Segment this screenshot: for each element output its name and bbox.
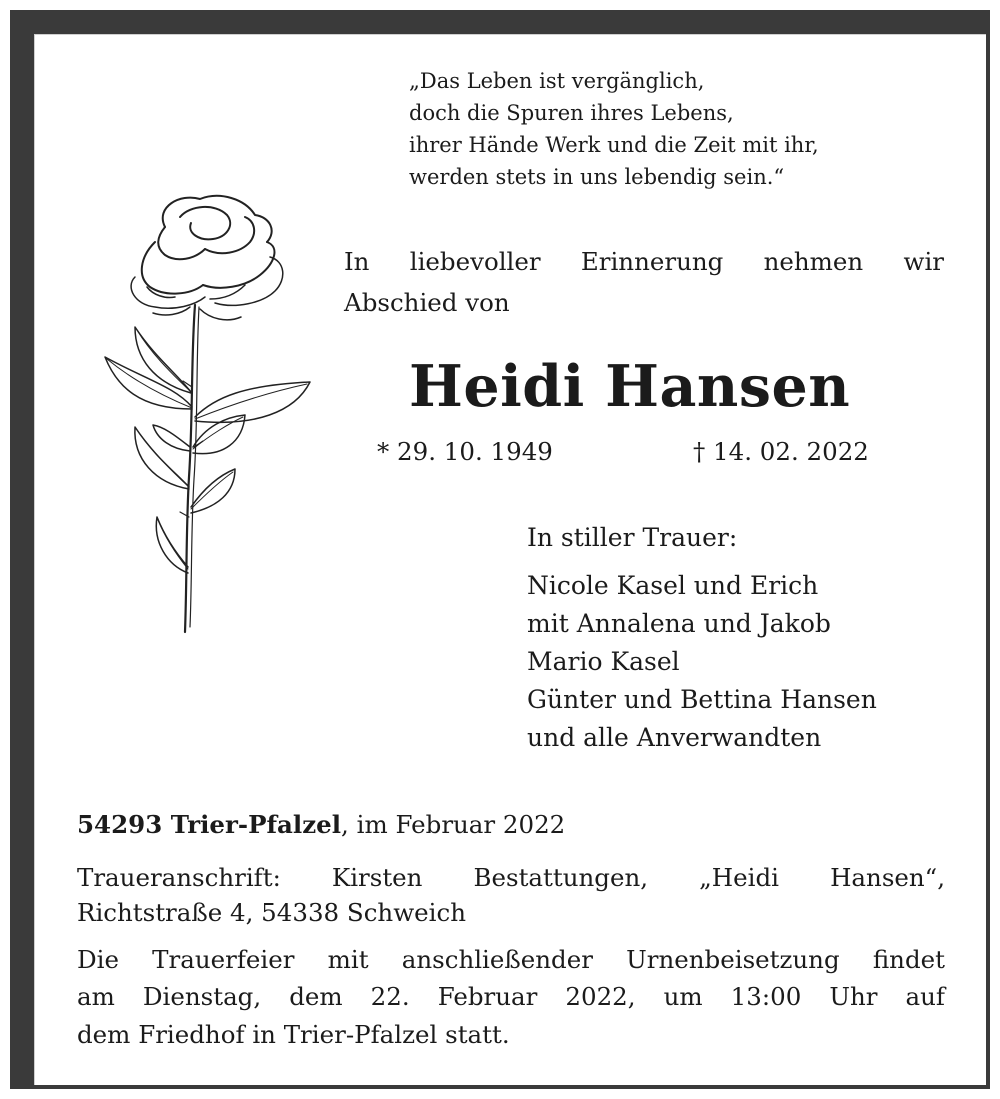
deceased-name: Heidi Hansen: [409, 353, 851, 420]
notice-frame: [10, 10, 990, 1089]
ceremony-line-1: Die Trauerfeier mit anschließender Urnenbeisetzung findet: [77, 945, 945, 974]
quote-line: doch die Spuren ihres Lebens,: [409, 101, 734, 125]
place-date: , im Februar 2022: [341, 810, 566, 839]
ceremony-line-2: am Dienstag, dem 22. Februar 2022, um 13:00 Uhr auf: [77, 982, 945, 1011]
mourner-entry: Günter und Bettina Hansen: [527, 685, 877, 714]
death-date: † 14. 02. 2022: [693, 437, 869, 466]
mourner-entry: mit Annalena und Jakob: [527, 609, 831, 638]
birth-date: * 29. 10. 1949: [377, 437, 553, 466]
address-line-2: Richtstraße 4, 54338 Schweich: [77, 898, 466, 927]
mourners-list: [527, 567, 877, 757]
quote-line: werden stets in uns lebendig sein.“: [409, 165, 785, 189]
place-name: 54293 Trier-Pfalzel: [77, 810, 342, 839]
ceremony-line-3: dem Friedhof in Trier-Pfalzel statt.: [77, 1020, 510, 1049]
intro-line-2: Abschied von: [344, 288, 510, 317]
intro-line-1: In liebevoller Erinnerung nehmen wir: [344, 247, 944, 276]
place-and-date: [77, 808, 565, 842]
mourner-entry: Nicole Kasel und Erich: [527, 571, 819, 600]
mourner-entry: Mario Kasel: [527, 647, 680, 676]
rose-icon: [95, 187, 315, 637]
memorial-quote: [409, 65, 819, 193]
quote-line: ihrer Hände Werk und die Zeit mit ihr,: [409, 133, 819, 157]
address-line-1: Traueranschrift: Kirsten Bestattungen, „Heidi Hansen“,: [77, 863, 945, 892]
quote-line: „Das Leben ist vergänglich,: [409, 69, 705, 93]
mourners-heading: In stiller Trauer:: [527, 523, 738, 552]
mourner-entry: und alle Anverwandten: [527, 723, 822, 752]
obituary-notice: [34, 34, 986, 1085]
